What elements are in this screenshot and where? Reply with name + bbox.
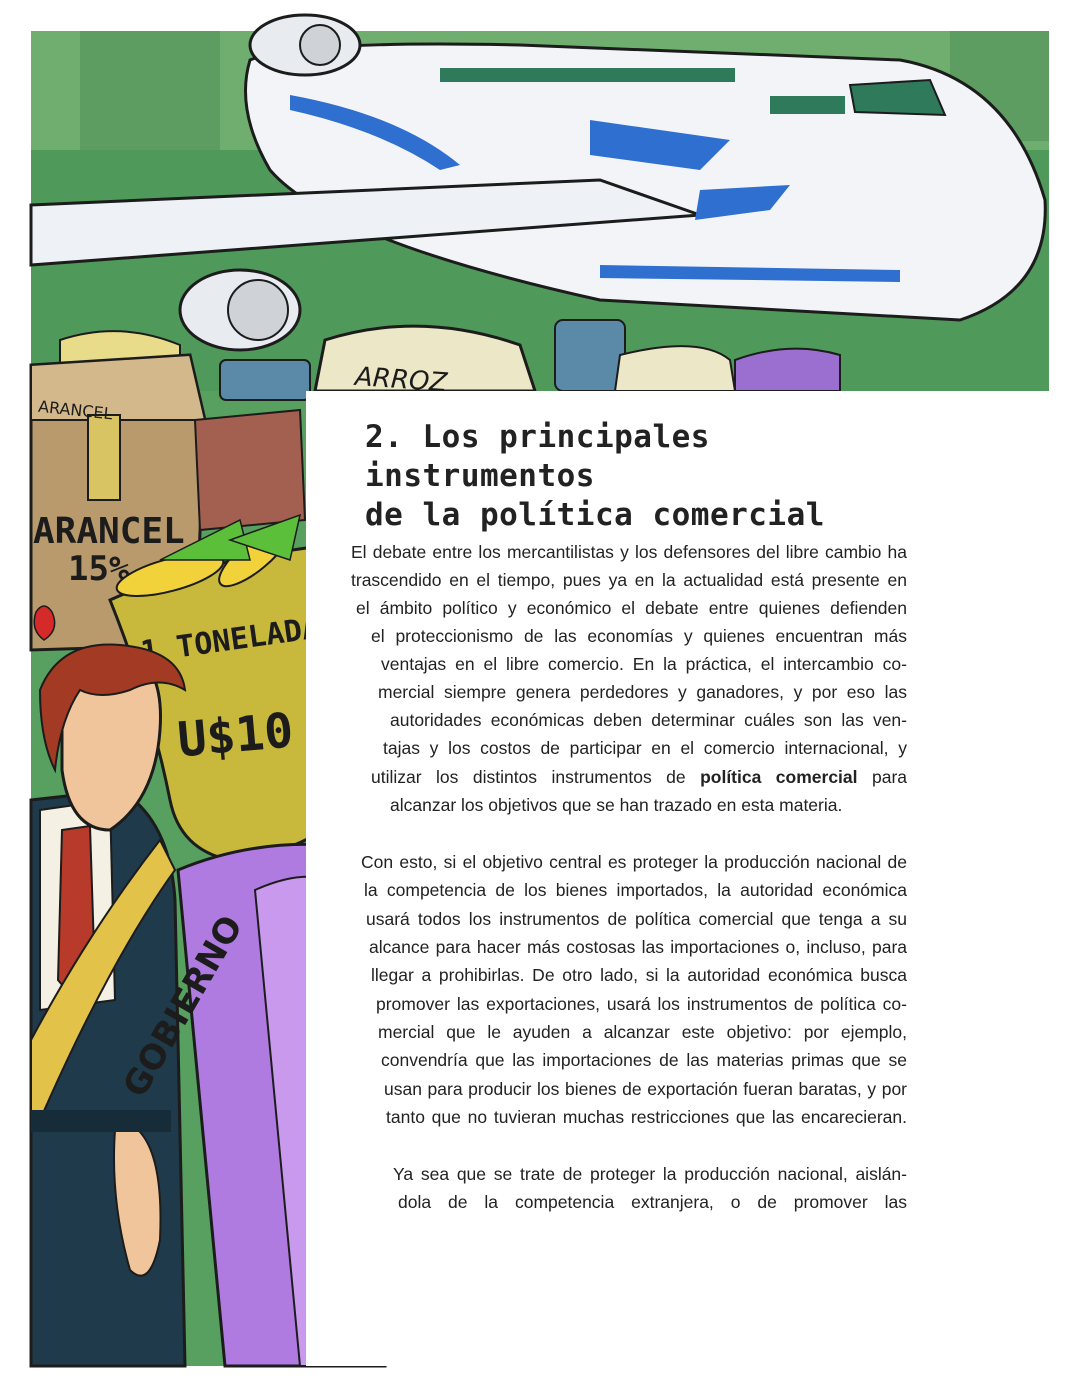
purple-mat bbox=[178, 844, 385, 1366]
barrel bbox=[555, 320, 625, 391]
paragraph1-line bbox=[371, 767, 907, 787]
brown-roll bbox=[195, 410, 305, 530]
apple-icon bbox=[34, 606, 54, 640]
cargo-roll bbox=[735, 349, 840, 391]
rice-sack bbox=[315, 326, 535, 391]
ground-left bbox=[31, 391, 306, 1366]
section-title-line1: 2. Los principales instrumentos bbox=[365, 419, 710, 494]
government-man bbox=[31, 645, 185, 1366]
paragraph2-line: la competencia de los bienes importados, la autoridad económica bbox=[364, 880, 907, 900]
sack-weight-label: 1 TONELADA bbox=[138, 610, 323, 671]
paragraph1-line: tajas y los costos de participar en el comercio internacional, y bbox=[383, 738, 907, 758]
paragraph1-line: ventajas en el libre comercio. En la práctica, el intercambio co- bbox=[381, 654, 907, 674]
paragraph2-line: tanto que no tuvieran muchas restricciones que las encarecieran. bbox=[386, 1107, 907, 1127]
paragraph3-line: Ya sea que se trate de proteger la producción nacional, aislán- bbox=[393, 1164, 907, 1184]
paragraph1-line: el proteccionismo de las economías y quienes encuentran más bbox=[371, 626, 907, 646]
section-title bbox=[365, 418, 925, 535]
building-silhouette bbox=[80, 31, 220, 151]
bold-term: política comercial bbox=[700, 767, 858, 787]
grain-sack bbox=[110, 545, 370, 860]
barrel bbox=[220, 360, 310, 400]
sack-top bbox=[60, 331, 180, 370]
paragraph1-text: para bbox=[857, 767, 907, 787]
box-top-label: ARANCEL bbox=[37, 396, 114, 424]
ground bbox=[31, 150, 1049, 391]
paragraph1-line: el ámbito político y económico el debate entre quienes defienden bbox=[356, 598, 907, 618]
sash-label: GOBIERNO bbox=[115, 908, 252, 1104]
paragraph3-line: dola de la competencia extranjera, o de promover las bbox=[398, 1192, 907, 1212]
paragraph2-line: mercial que le ayuden a alcanzar este objetivo: por ejemplo, bbox=[378, 1022, 907, 1042]
purple-mat-fold bbox=[255, 877, 345, 1366]
sky-background bbox=[31, 31, 1049, 391]
paragraph2-line: usará todos los instrumentos de política comercial que tenga a su bbox=[366, 909, 907, 929]
paragraph1-line: alcanzar los objetivos que se han trazado en esta materia. bbox=[390, 795, 843, 815]
paragraph1-line: mercial siempre genera perdedores y ganadores, y por eso las bbox=[378, 682, 907, 702]
paragraph1-text: utilizar los distintos instrumentos de bbox=[371, 767, 701, 787]
paragraph2-line: alcance para hacer más costosas las importaciones o, incluso, para bbox=[369, 937, 907, 957]
paragraph2-line: promover las exportaciones, usará los instrumentos de política co- bbox=[376, 994, 907, 1014]
rice-sack-label: ARROZ bbox=[354, 361, 449, 399]
corn-cobs bbox=[113, 515, 300, 605]
paragraph1-line: El debate entre los mercantilistas y los defensores del libre cambio ha bbox=[351, 542, 907, 562]
sack-price-label: U$10 bbox=[175, 702, 296, 769]
cargo-bag bbox=[615, 346, 735, 391]
text-panel bbox=[306, 391, 1049, 1366]
paragraph1-line: trascendido en el tiempo, pues ya en la actualidad está presente en bbox=[351, 570, 907, 590]
box-tariff-label: ARANCEL bbox=[33, 511, 185, 552]
building-silhouette bbox=[950, 31, 1049, 141]
box-tape bbox=[88, 415, 120, 500]
paragraph2-line: convendría que las importaciones de las materias primas que se bbox=[381, 1050, 907, 1070]
airplane bbox=[31, 15, 1045, 350]
tariff-box bbox=[31, 355, 205, 650]
paragraph2-line: Con esto, si el objetivo central es proteger la producción nacional de bbox=[361, 852, 907, 872]
tariff-box-top bbox=[31, 355, 205, 420]
paragraph2-line: usan para producir los bienes de exportación fueran baratas, y por bbox=[384, 1079, 907, 1099]
paragraph2-line: llegar a prohibirlas. De otro lado, si la autoridad económica busca bbox=[371, 965, 907, 985]
paragraph1-line: autoridades económicas deben determinar cuáles son las ven- bbox=[390, 710, 907, 730]
section-title-line2: de la política comercial bbox=[365, 497, 825, 533]
box-tariff-percent: 15% bbox=[68, 549, 130, 589]
